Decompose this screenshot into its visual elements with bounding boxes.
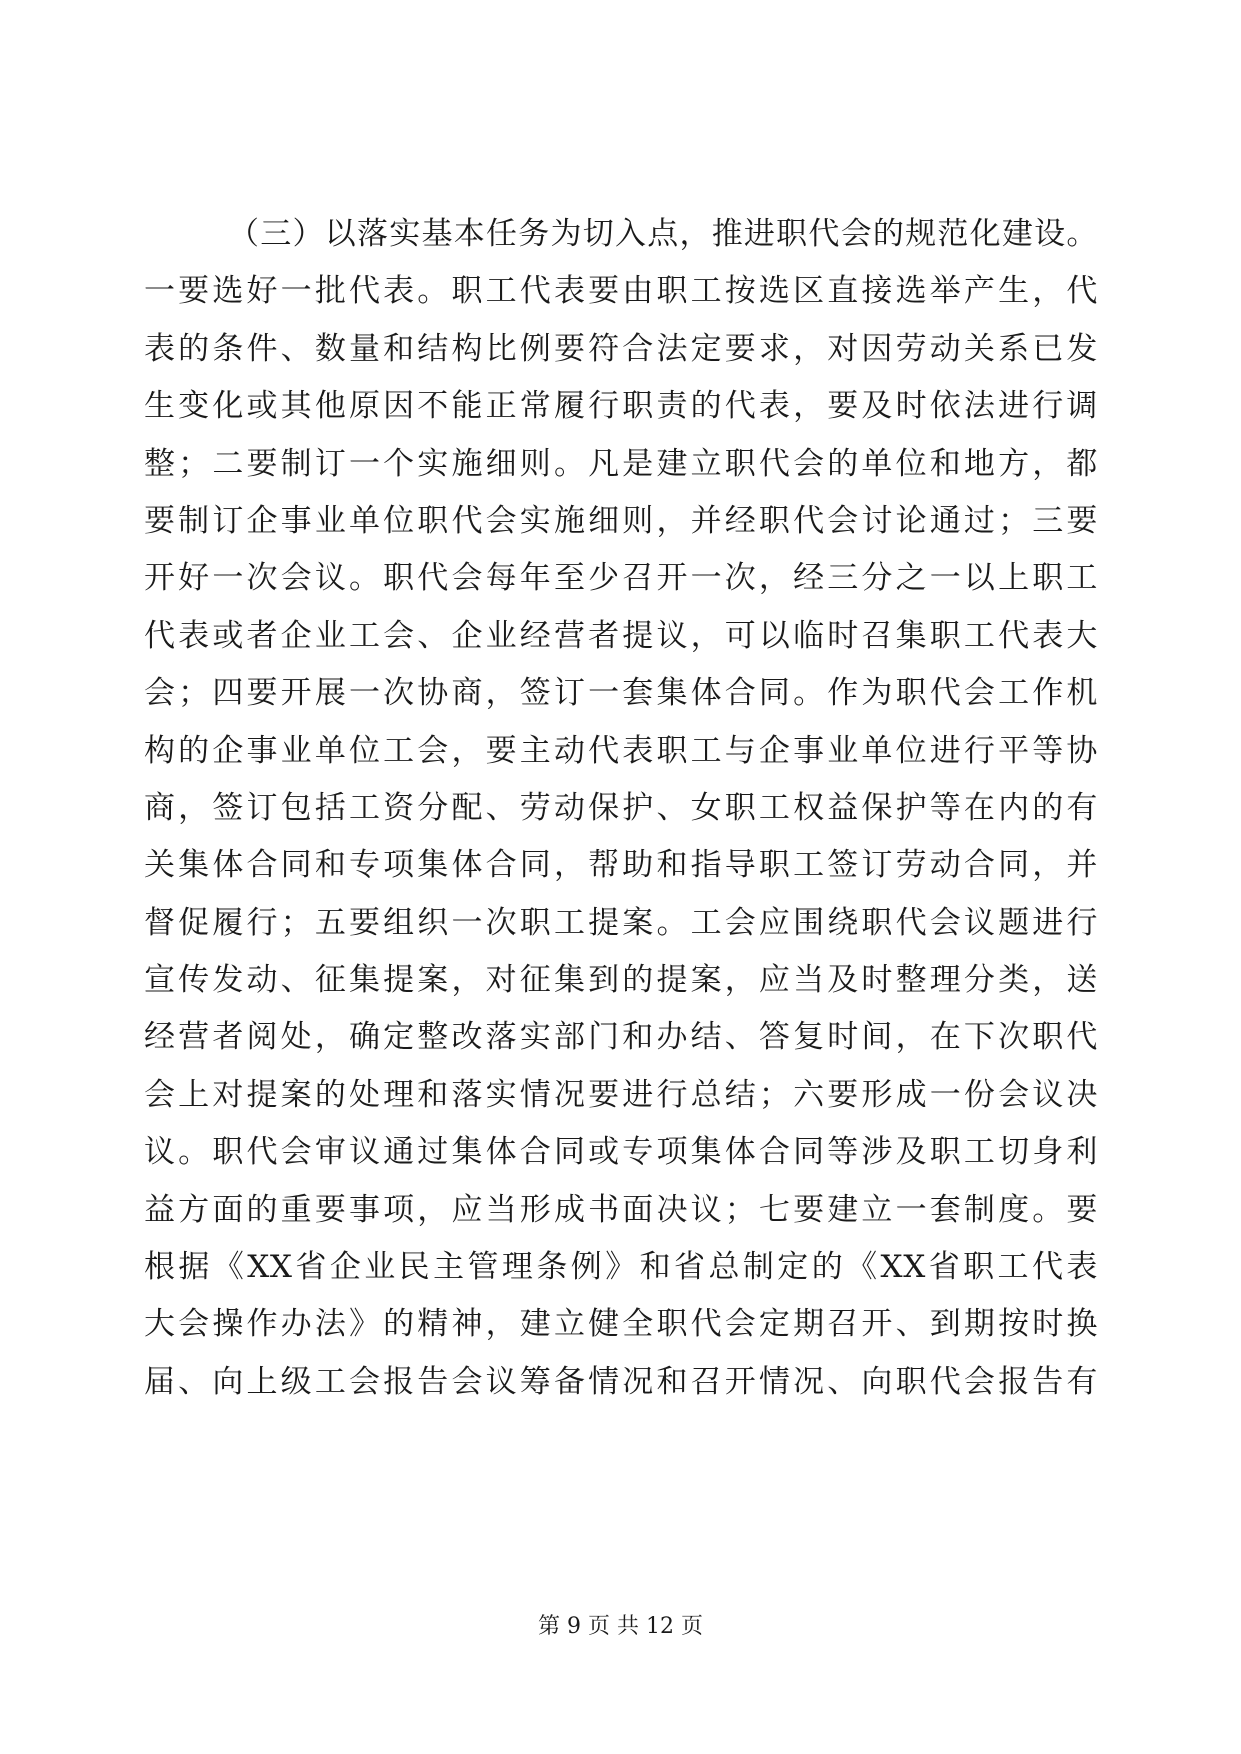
- text-line: 关集体合同和专项集体合同，帮助和指导职工签订劳动合同，并: [144, 847, 1098, 884]
- text-line: 会；四要开展一次协商，签订一套集体合同。作为职代会工作机: [144, 675, 1098, 712]
- text-line: 宣传发动、征集提案，对征集到的提案，应当及时整理分类，送: [144, 962, 1098, 999]
- text-line: 督促履行；五要组织一次职工提案。工会应围绕职代会议题进行: [144, 904, 1098, 941]
- text-line: （三）以落实基本任务为切入点，推进职代会的规范化建设。: [228, 216, 1098, 252]
- text-line: 根据《XX省企业民主管理条例》和省总制定的《XX省职工代表: [144, 1249, 1098, 1286]
- text-line: 会上对提案的处理和落实情况要进行总结；六要形成一份会议决: [144, 1076, 1098, 1113]
- body-paragraph: [144, 206, 1098, 1411]
- text-line: 益方面的重要事项，应当形成书面决议；七要建立一套制度。要: [144, 1191, 1098, 1228]
- text-line: 生变化或其他原因不能正常履行职责的代表，要及时依法进行调: [144, 388, 1098, 425]
- text-line: 商，签订包括工资分配、劳动保护、女职工权益保护等在内的有: [144, 789, 1098, 826]
- text-line: 届、向上级工会报告会议筹备情况和召开情况、向职代会报告有: [144, 1363, 1098, 1400]
- text-line: 开好一次会议。职代会每年至少召开一次，经三分之一以上职工: [144, 560, 1098, 597]
- text-line: 议。职代会审议通过集体合同或专项集体合同等涉及职工切身利: [144, 1134, 1098, 1171]
- text-line: 整；二要制订一个实施细则。凡是建立职代会的单位和地方，都: [144, 445, 1098, 482]
- page-number-footer: 第 9 页 共 12 页: [538, 1614, 703, 1639]
- text-line: 表的条件、数量和结构比例要符合法定要求，对因劳动关系已发: [144, 330, 1098, 367]
- text-line: 要制订企事业单位职代会实施细则，并经职代会讨论通过；三要: [144, 502, 1098, 539]
- text-line: 经营者阅处，确定整改落实部门和办结、答复时间，在下次职代: [144, 1019, 1098, 1056]
- text-line: 大会操作办法》的精神，建立健全职代会定期召开、到期按时换: [144, 1306, 1098, 1343]
- text-line: 一要选好一批代表。职工代表要由职工按选区直接选举产生，代: [144, 273, 1098, 310]
- text-line: 代表或者企业工会、企业经营者提议，可以临时召集职工代表大: [144, 617, 1098, 654]
- text-line: 构的企事业单位工会，要主动代表职工与企事业单位进行平等协: [144, 732, 1098, 769]
